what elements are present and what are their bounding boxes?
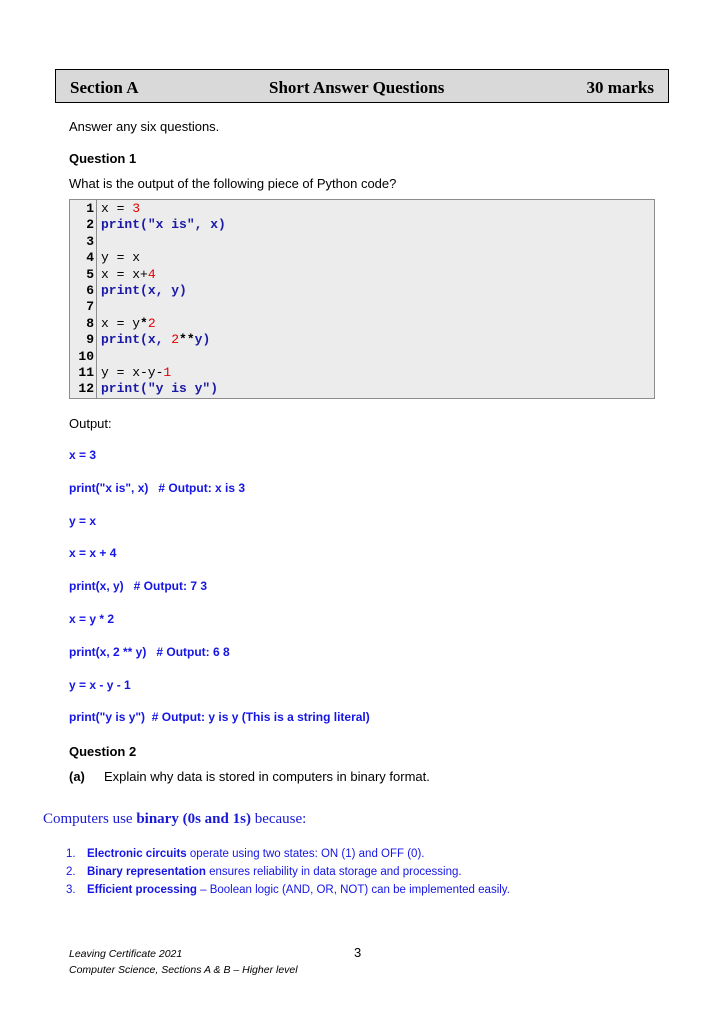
answer-line: y = x [69,513,97,528]
line-number: 6 [86,283,94,298]
code-text: print(x, 2**y) [101,332,211,348]
reason-number: 3. [66,884,76,896]
page-number: 3 [354,945,362,960]
reason-item [66,866,462,878]
reason-text: ensures reliability in data storage and processing. [205,866,462,878]
line-number: 12 [78,381,94,397]
section-header [55,69,669,103]
reason-term: Electronic circuits [87,848,187,860]
answer-line: print("x is", x) # Output: x is 3 [69,480,246,495]
line-number: 3 [86,233,94,249]
reason-item [66,884,510,896]
line-number: 10 [78,348,94,364]
line-number: 4 [86,250,94,266]
answer-line: print(x, 2 ** y) # Output: 6 8 [69,644,230,659]
line-number: 1 [86,201,94,216]
line-number: 11 [78,365,94,380]
section-label: Section A [70,78,139,97]
answer-line: x = y * 2 [69,612,115,626]
answer-line: print(x, y) # Output: 7 3 [69,579,208,594]
line-number: 8 [86,315,94,331]
code-text: print("x is", x) [101,217,226,233]
reason-text: operate using two states: ON (1) and OFF (0). [186,848,425,860]
instructions: Answer any six questions. [69,119,220,134]
reason-item [66,848,424,860]
reason-term: Binary representation [87,866,206,878]
part-a-text: Explain why data is stored in computers in binary format. [104,769,430,784]
code-text: x = 3 [101,201,141,216]
code-text: x = y*2 [101,315,156,331]
section-title: Short Answer Questions [269,78,445,97]
line-number: 7 [86,299,94,315]
code-text: y = x-y-1 [101,365,172,380]
intro-bold: binary (0s and 1s) [136,811,251,827]
answer-line: x = 3 [69,448,97,462]
line-number: 5 [86,266,94,282]
intro-post: because: [250,811,307,827]
reason-number: 2. [66,866,76,878]
code-text: print(x, y) [101,283,187,298]
output-label: Output: [69,416,112,431]
answer-line: x = x + 4 [69,546,117,561]
question-1-heading: Question 1 [69,151,137,166]
line-number: 2 [86,217,94,233]
code-listing [69,199,655,399]
code-text: x = x+4 [101,266,156,282]
reason-number: 1. [66,848,76,860]
reason-text: – Boolean logic (AND, OR, NOT) can be implemented easily. [196,884,510,896]
footer-line-2: Computer Science, Sections A & B – Higher level [69,964,298,976]
code-text: y = x [101,250,141,266]
part-label: (a) [69,769,85,784]
line-number: 9 [86,332,94,348]
section-marks: 30 marks [586,78,654,97]
answer-line: y = x - y - 1 [69,677,131,692]
binary-answer-intro [43,811,306,828]
answer-line: print("y is y") # Output: y is y (This is a string literal) [69,710,370,725]
question-1-prompt: What is the output of the following piece of Python code? [69,176,397,191]
intro-pre: Computers use [43,811,137,827]
question-2-heading: Question 2 [69,744,137,759]
reason-term: Efficient processing [87,884,197,896]
footer-line-1: Leaving Certificate 2021 [69,948,183,960]
code-text: print("y is y") [101,381,219,397]
